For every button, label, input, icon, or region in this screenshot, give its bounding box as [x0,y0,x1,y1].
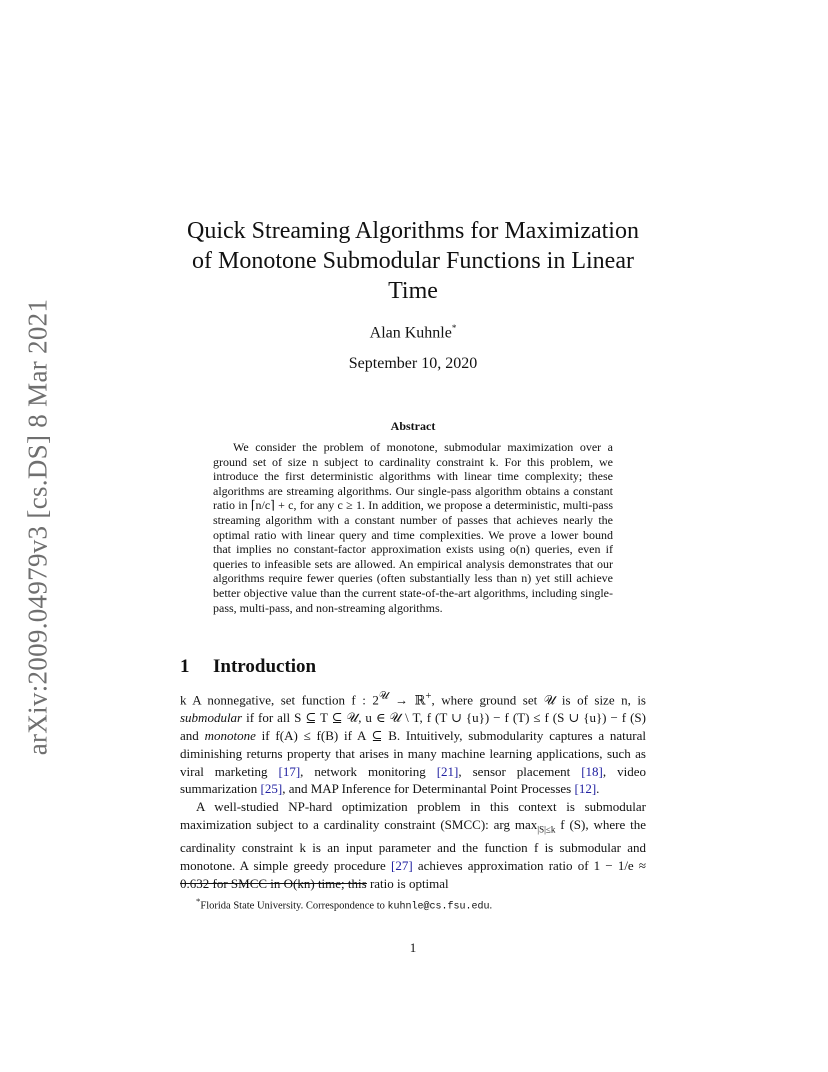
citation-link[interactable]: [27] [391,858,413,874]
text-run: A well-studied NP-hard optimization problem in this context is submodular maximization subject to a cardinality constraint (SMCC): arg max [180,799,646,832]
text-run: . [596,781,600,797]
text-run: , and MAP Inference for Determinantal Point Processes [282,781,575,797]
title-line: Time [388,278,438,304]
text-run: k A nonnegative, set function f : 2 [180,692,379,708]
footnote [196,896,492,913]
paper-date: September 10, 2020 [348,355,478,372]
page-number: 1 [409,940,417,955]
author [180,323,646,342]
subscript: |S|≤k [537,824,556,835]
title-line: Quick Streaming Algorithms for Maximization [187,218,639,244]
footnote-text: Florida State University. Correspondence to [200,900,388,912]
citation-link[interactable]: [25] [260,781,283,797]
footnote-email: kuhnle@cs.fsu.edu [387,901,490,913]
paragraph-1 [180,688,646,798]
arxiv-side-stamp [18,292,58,762]
text-run: achieves approximation ratio of 1 − 1/e ≈ 0.632 for SMCC in O(kn) time; this ratio is optimal [180,858,646,891]
author-footnote-mark: * [451,323,457,333]
text-run: , where ground set 𝒰 is of size n, is [431,692,646,708]
paragraph-2 [180,798,646,893]
section-title: Introduction [213,656,317,677]
citation-link[interactable]: [18] [581,763,603,779]
superscript: + [425,690,432,702]
author-name: Alan Kuhnle [369,324,452,342]
superscript: 𝒰 [378,690,389,702]
section-number: 1 [180,656,190,677]
abstract-heading: Abstract [390,419,436,433]
footnote-end: . [489,900,493,912]
emphasis: submodular [180,710,243,726]
text-run: → ℝ [388,692,426,708]
text-run: , sensor placement [458,763,582,779]
abstract-body: We consider the problem of monotone, submodular maximization over a ground set of size n subject to cardinality constraint k. For this problem, we introduce the first deterministic algorithms with linear time complexity; these algorithms are streaming algorithms. Our single-pass algorithm obtains a constant ratio in ⌈n/c⌉ + c, for any c ≥ 1. In addition, we propose a deterministic, multi-pass streaming algorithm with a constant number of passes that achieves nearly the optimal ratio with linear query and time complexities. We prove a lower bound that implies no constant-factor approximation exists using o(n) queries, even if queries to infeasible sets are allowed. An empirical analysis demonstrates that our algorithms require fewer queries (often substantially less than n) yet still achieve better objective value than the current state-of-the-art algorithms, including single-pass, multi-pass, and non-streaming algorithms. [213,440,613,615]
section-heading [180,656,316,678]
emphasis: monotone [204,727,256,743]
footnote-mark: * [196,896,201,906]
text-run: if f(A) ≤ f(B) if A ⊆ B. Intuitively, submodularity captures a natural diminishing returns property that arises in many machine learning applications, such as viral marketing [180,727,646,779]
text-run: if for all S ⊆ T ⊆ 𝒰, u ∈ 𝒰 \ T, f (T ∪ {u}) − f (T) ≤ f (S ∪ {u}) − f (S) and [180,710,646,743]
text-run: , video summarization [180,763,646,797]
text-run: f (S), where the cardinality constraint k is an input parameter and the function f is submodular and monotone. A simple greedy procedure [180,816,646,874]
footnote-rule [180,883,367,884]
arxiv-identifier: arXiv:2009.04979v3 [cs.DS] 8 Mar 2021 [22,298,53,756]
text-run: , network monitoring [300,763,437,779]
body-text [180,688,646,893]
citation-link[interactable]: [12] [574,781,597,797]
citation-link[interactable]: [17] [278,763,301,779]
paper-title [180,216,646,306]
title-line: of Monotone Submodular Functions in Linear [192,248,634,274]
citation-link[interactable]: [21] [436,763,459,779]
